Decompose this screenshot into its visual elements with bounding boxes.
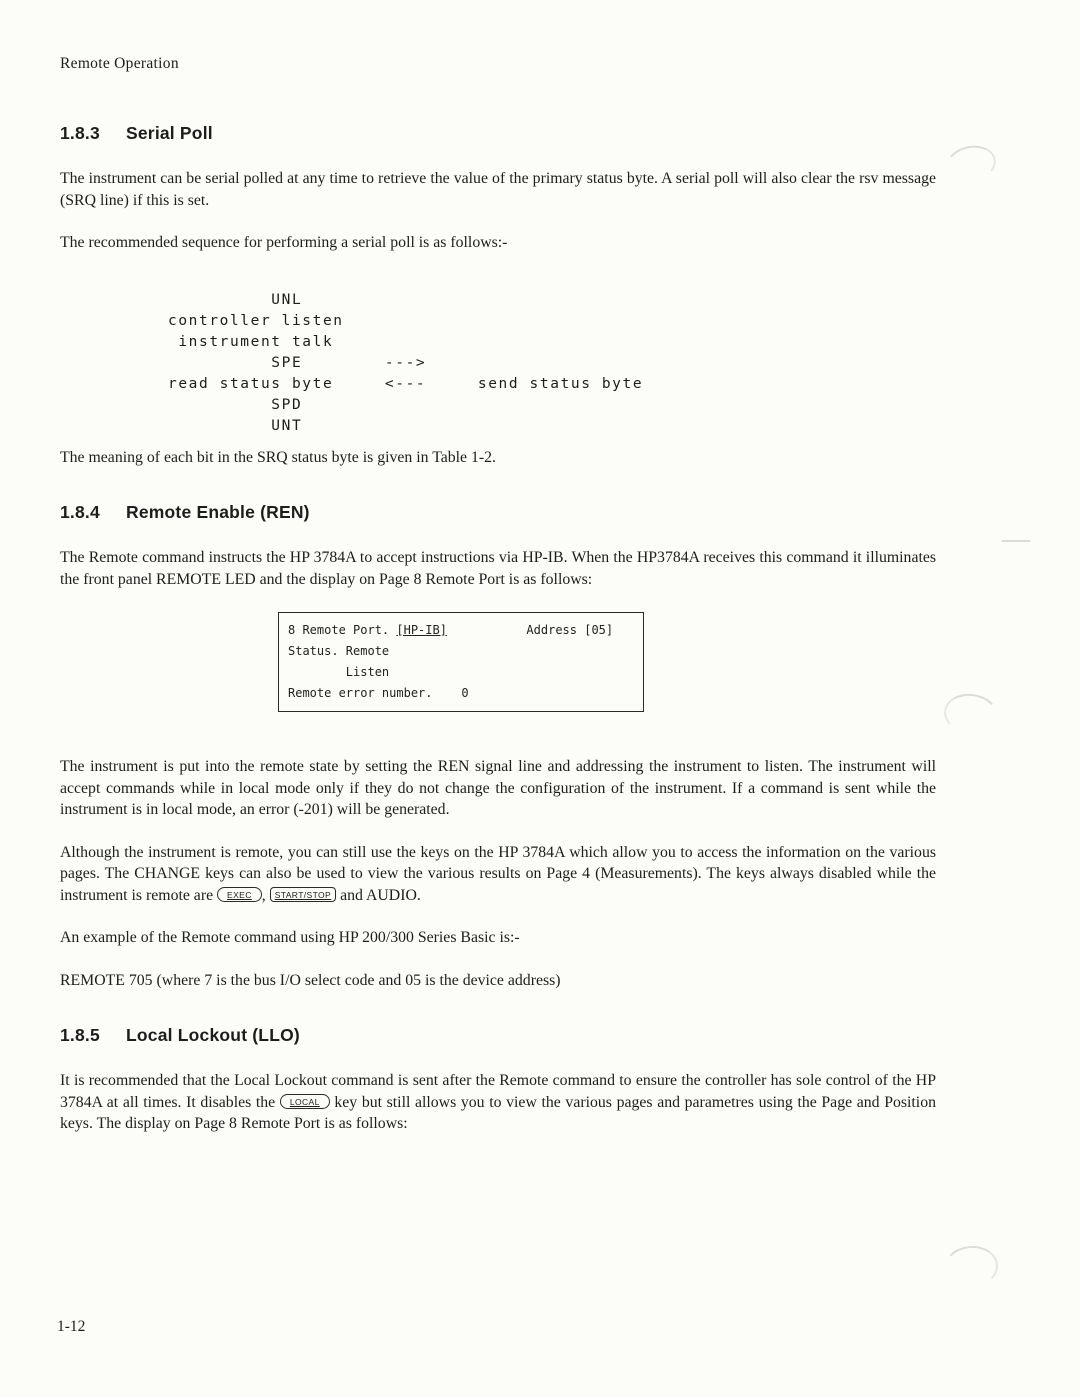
scan-artifact [943,141,999,187]
exec-key [217,887,262,902]
paragraph-with-keys [60,842,936,907]
section-title: Serial Poll [126,123,213,143]
exec-key-label: EXEC [227,889,252,900]
section-title: Remote Enable (REN) [126,502,310,522]
code-line: SPD [168,396,303,413]
scan-artifact [942,1243,1000,1290]
code-line: UNL [168,291,303,308]
code-line: controller listen [168,312,344,329]
serial-poll-sequence [168,290,936,437]
section-heading-serial-poll [60,123,936,144]
display-cursor-field: [HP-IB] [396,623,447,637]
paragraph-text: Although the instrument is remote, you can still use the keys on the HP 3784A which allow you to access the information on the various pages. The CHANGE keys can also be used to view the various results on Page 4 (Measurements). The keys always disabled while the instrument is remote are [60,843,936,904]
start-stop-key [270,887,336,902]
local-key [280,1094,330,1109]
section-heading-local-lockout [60,1025,936,1046]
basic-example-line: REMOTE 705 (where 7 is the bus I/O select code and 05 is the device address) [60,971,561,989]
paragraph-text: key but still allows you to view the various pages and parametres using the Page and Position keys. The display on Page 8 Remote Port is as follows: [60,1093,936,1132]
paragraph-text: and AUDIO. [336,886,421,904]
scan-artifact [1002,540,1030,542]
display-line [288,620,634,641]
display-line: Listen [288,665,390,679]
paragraph-text: It is recommended that the Local Lockout command is sent after the Remote command to ensure the controller has sole control of the HP 3784A at all times. It disables the [60,1072,936,1111]
code-line: UNT [168,417,303,434]
section-number: 1.8.4 [60,502,100,522]
remote-port-display [278,612,644,712]
start-stop-key-label: START/STOP [274,889,332,900]
display-line-text: 8 Remote Port. [288,623,397,637]
scan-artifact [941,690,1000,737]
paragraph-with-keys [60,1070,936,1135]
running-header: Remote Operation [60,55,179,72]
paragraph: An example of the Remote command using HP 200/300 Series Basic is:- [60,929,520,946]
code-line: read status byte <--- send status byte [168,375,644,392]
display-line: Status. Remote [288,644,390,658]
section-title: Local Lockout (LLO) [126,1025,300,1045]
paragraph: The meaning of each bit in the SRQ status byte is given in Table 1-2. [60,448,497,466]
paragraph: The instrument is put into the remote state by setting the REN signal line and addressing the instrument to listen. The instrument will accept commands while in local mode only if they do not change the configuration of the instrument. If a command is sent while the instrument is in local mode, an error (-201) will be generated. [60,758,936,818]
code-line: instrument talk [168,333,334,350]
page-content [60,55,936,1156]
display-line-text: Address [05] [446,623,614,637]
local-key-label: LOCAL [289,1096,320,1107]
paragraph: The instrument can be serial polled at any time to retrieve the value of the primary status byte. A serial poll will also clear the rsv message (SRQ line) if this is set. [60,170,936,209]
code-line: SPE ---> [168,354,427,371]
paragraph: The Remote command instructs the HP 3784A to accept instructions via HP-IB. When the HP3784A receives this command it illuminates the front panel REMOTE LED and the display on Page 8 Remote Port is as follows: [60,549,936,588]
page-number: 1-12 [57,1318,86,1335]
section-number: 1.8.3 [60,123,100,143]
display-line: Remote error number. 0 [288,686,469,700]
paragraph: The recommended sequence for performing a serial poll is as follows:- [60,234,508,251]
section-number: 1.8.5 [60,1025,100,1045]
section-heading-remote-enable [60,502,936,523]
paragraph-text: , [261,886,270,904]
